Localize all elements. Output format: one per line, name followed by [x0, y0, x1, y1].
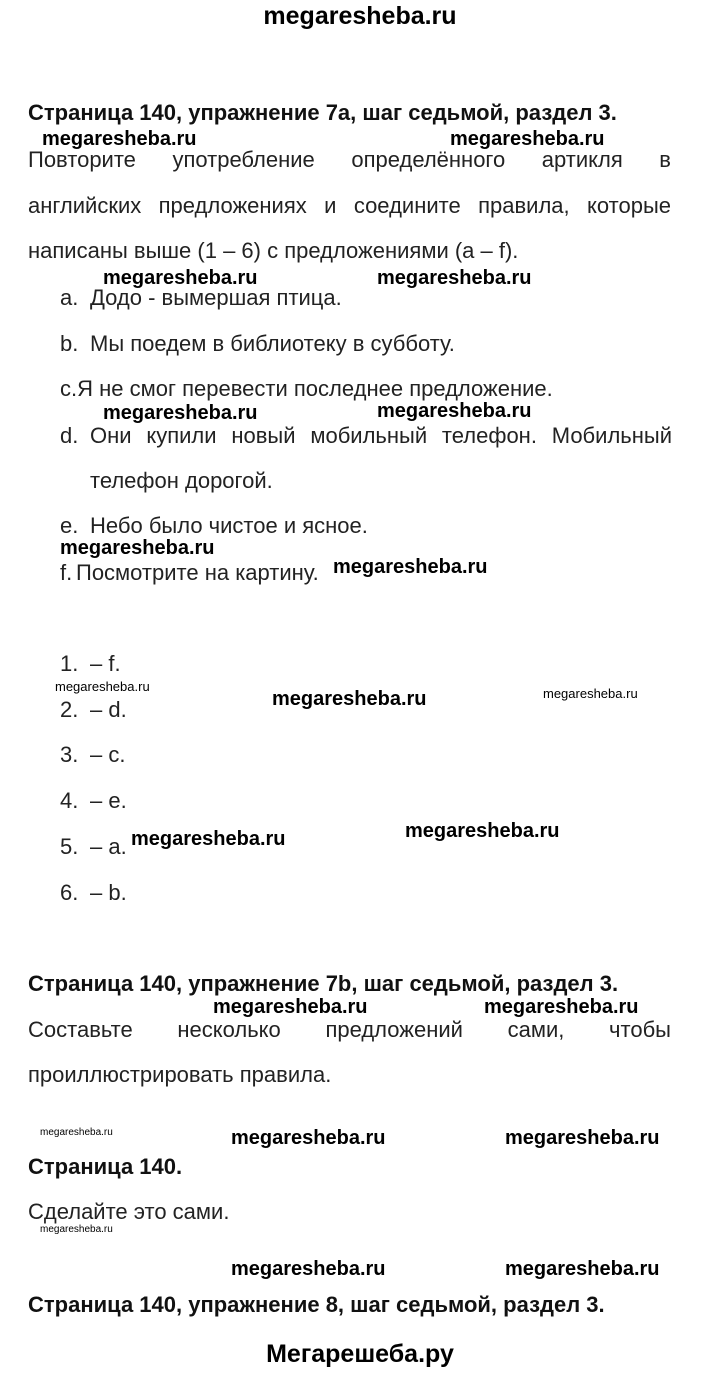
answer-1 — [60, 651, 121, 677]
do-it-yourself-text: Сделайте это сами. — [28, 1199, 230, 1224]
watermark: megaresheba.ru — [60, 537, 215, 559]
sentence-b — [60, 331, 455, 357]
sentence-label: e. — [60, 513, 79, 538]
watermark: megaresheba.ru — [505, 1127, 660, 1149]
watermark: megaresheba.ru — [103, 267, 258, 289]
watermark: megaresheba.ru — [103, 402, 258, 424]
sentence-text: Додо - вымершая птица. — [90, 285, 342, 310]
sentence-label: f. — [60, 560, 73, 585]
answer-number: 4. — [60, 788, 79, 813]
sentence-e — [60, 513, 368, 539]
watermark: megaresheba.ru — [131, 828, 286, 850]
answer-text: – b. — [90, 880, 127, 905]
instruction-line: Составьте несколько предложений сами, чтобы — [28, 1017, 671, 1042]
sentence-text: Посмотрите на картину. — [76, 560, 319, 585]
watermark: megaresheba.ru — [405, 820, 560, 842]
answer-6 — [60, 880, 127, 906]
heading-exercise-7a: Страница 140, упражнение 7a, шаг седьмой, раздел 3. — [28, 100, 617, 125]
watermark: megaresheba.ru — [40, 1127, 113, 1138]
sentence-d-continuation: телефон дорогой. — [90, 468, 273, 493]
sentence-text: Небо было чистое и ясное. — [90, 513, 368, 538]
answer-text: – d. — [90, 697, 127, 722]
answer-4 — [60, 788, 127, 814]
watermark: megaresheba.ru — [484, 996, 639, 1018]
watermark: megaresheba.ru — [272, 688, 427, 710]
answer-number: 1. — [60, 651, 79, 676]
sentence-d — [60, 423, 672, 449]
heading-page-140: Страница 140. — [28, 1154, 183, 1179]
watermark: megaresheba.ru — [55, 679, 150, 694]
sentence-label: b. — [60, 331, 79, 356]
answer-number: 5. — [60, 834, 79, 859]
watermark: megaresheba.ru — [333, 556, 488, 578]
sentence-label: a. — [60, 285, 79, 310]
watermark: megaresheba.ru — [231, 1258, 386, 1280]
watermark: megaresheba.ru — [213, 996, 368, 1018]
heading-exercise-7b: Страница 140, упражнение 7b, шаг седьмой, раздел 3. — [28, 971, 619, 996]
sentence-label: c. — [60, 376, 78, 401]
sentence-label: d. — [60, 423, 79, 448]
instruction-line: Повторите употребление определённого артикля в — [28, 147, 671, 172]
instruction-line: проиллюстрировать правила. — [28, 1062, 332, 1087]
answer-number: 2. — [60, 697, 79, 722]
sentence-a — [60, 285, 342, 311]
answer-2 — [60, 697, 127, 723]
sentence-c — [60, 376, 553, 402]
answer-3 — [60, 742, 125, 768]
site-footer: Мегарешеба.ру — [266, 1340, 454, 1368]
sentence-f — [60, 560, 319, 586]
instruction-line: английских предложениях и соедините правила, которые — [28, 193, 671, 218]
heading-exercise-8: Страница 140, упражнение 8, шаг седьмой, раздел 3. — [28, 1292, 605, 1317]
watermark: megaresheba.ru — [505, 1258, 660, 1280]
sentence-text: Они купили новый мобильный телефон. Мобильный — [90, 423, 672, 448]
answer-number: 6. — [60, 880, 79, 905]
answer-number: 3. — [60, 742, 79, 767]
watermark: megaresheba.ru — [377, 400, 532, 422]
sentence-text: Мы поедем в библиотеку в субботу. — [90, 331, 455, 356]
answer-text: – e. — [90, 788, 127, 813]
watermark: megaresheba.ru — [231, 1127, 386, 1149]
watermark: megaresheba.ru — [377, 267, 532, 289]
site-header: megaresheba.ru — [263, 2, 457, 30]
answer-text: – a. — [90, 834, 127, 859]
answer-text: – c. — [90, 742, 126, 767]
answer-5 — [60, 834, 127, 860]
watermark: megaresheba.ru — [42, 128, 197, 150]
watermark: megaresheba.ru — [40, 1224, 113, 1235]
instruction-line: написаны выше (1 – 6) с предложениями (a – f). — [28, 238, 519, 263]
watermark: megaresheba.ru — [450, 128, 605, 150]
watermark: megaresheba.ru — [543, 686, 638, 701]
sentence-text: Я не смог перевести последнее предложение. — [77, 376, 553, 401]
answer-text: – f. — [90, 651, 121, 676]
